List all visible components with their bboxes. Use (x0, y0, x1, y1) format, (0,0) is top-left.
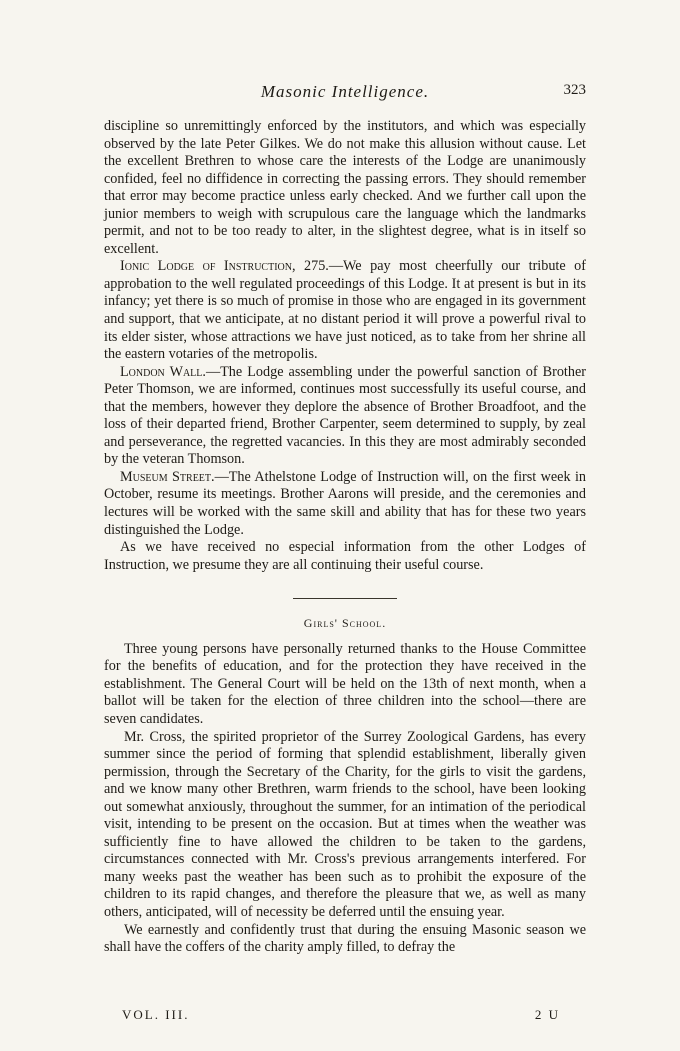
body-text (104, 118, 586, 957)
paragraph-museum-street (104, 469, 586, 539)
volume-label: VOL. III. (122, 1007, 190, 1022)
page-number: 323 (563, 82, 586, 98)
paragraph-london-wall (104, 364, 586, 469)
page-header (104, 82, 586, 104)
paragraph-ionic-lodge (104, 258, 586, 363)
running-title: Masonic Intelligence. (260, 82, 430, 101)
signature-mark: 2 U (534, 1007, 560, 1022)
ionic-lodge-heading: Ionic Lodge of Instruction, 275. (120, 258, 329, 275)
paragraph-school-thanks: Three young persons have personally returned thanks to the House Committee for the benefits of education, and for the protection they have received in the establishment. The General Court will be held on the 13th of next month, when a ballot will be taken for the election of three children into the school—there are seven candidates. (104, 640, 586, 727)
ionic-lodge-text: —We pay most cheerfully our tribute of approbation to the well regulated proceedings of this Lodge. It at present is but in its infancy; yet there is so much of promise in those who are engaged in its government and support, that we anticipate, at no distant period it will prove a powerful rival to its elder sister, whose attractions we have just noticed, as to take from her shrine all the eastern votaries of the metropolis. (104, 258, 586, 363)
museum-street-text: —The Athelstone Lodge of Instruction will, on the first week in October, resume its meetings. Brother Aarons will preside, and the ceremonies and lectures will be worked with the same skill and ability that has for these two years distinguished the Lodge. (104, 468, 586, 538)
london-wall-text: —The Lodge assembling under the powerful sanction of Brother Peter Thomson, we are informed, continues most successfully its useful course, and that the members, however they deplore the absence of Brother Broadfoot, and the loss of their departed friend, Brother Carpenter, seem determined to supply, by zeal and perseverance, the regretted vacancies. In this they are most admirably seconded by the veteran Thomson. (104, 363, 586, 468)
paragraph-continuation: discipline so unremittingly enforced by the institutors, and which was especially observed by the late Peter Gilkes. We do not make this allusion without cause. Let the excellent Brethren to whose care the interests of the Lodge are unanimously confided, feel no diffidence in correcting the passing errors. They should remember that error may become practice unless early checked. And we further call upon the junior members to weigh with scrupulous care the language which the landmarks permit, and not to be too ready to alter, in the slightest degree, what is in itself so excellent. (104, 118, 586, 257)
section-divider (293, 598, 397, 599)
paragraph-lodges-summary: As we have received no especial information from the other Lodges of Instruction, we presume they are all continuing their useful course. (104, 539, 586, 573)
paragraph-school-trust: We earnestly and confidently trust that during the ensuing Masonic season we shall have the coffers of the charity amply filled, to defray the (104, 921, 586, 956)
section-heading: Girls' School. (303, 616, 387, 631)
london-wall-heading: London Wall. (120, 363, 206, 380)
paragraph-school-gardens: Mr. Cross, the spirited proprietor of the Surrey Zoological Gardens, has every summer since the period of forming that splendid establishment, liberally given permission, through the Secretary of the Charity, for the girls to visit the gardens, and we know many other Brethren, warm friends to the school, have been looking out somewhat anxiously, throughout the summer, for an intimation of the periodical visit, intending to be present on the occasion. But at times when the weather was sufficiently fine to have allowed the children to be taken to the gardens, circumstances connected with Mr. Cross's previous arrangements interfered. For many weeks past the weather has been such as to prohibit the exposure of the children to its rapid changes, and therefore the pleasure that we, as well as many others, anticipated, will of necessity be deferred until the ensuing year. (104, 728, 586, 920)
museum-street-heading: Museum Street. (120, 468, 215, 485)
page-footer (104, 1007, 586, 1027)
